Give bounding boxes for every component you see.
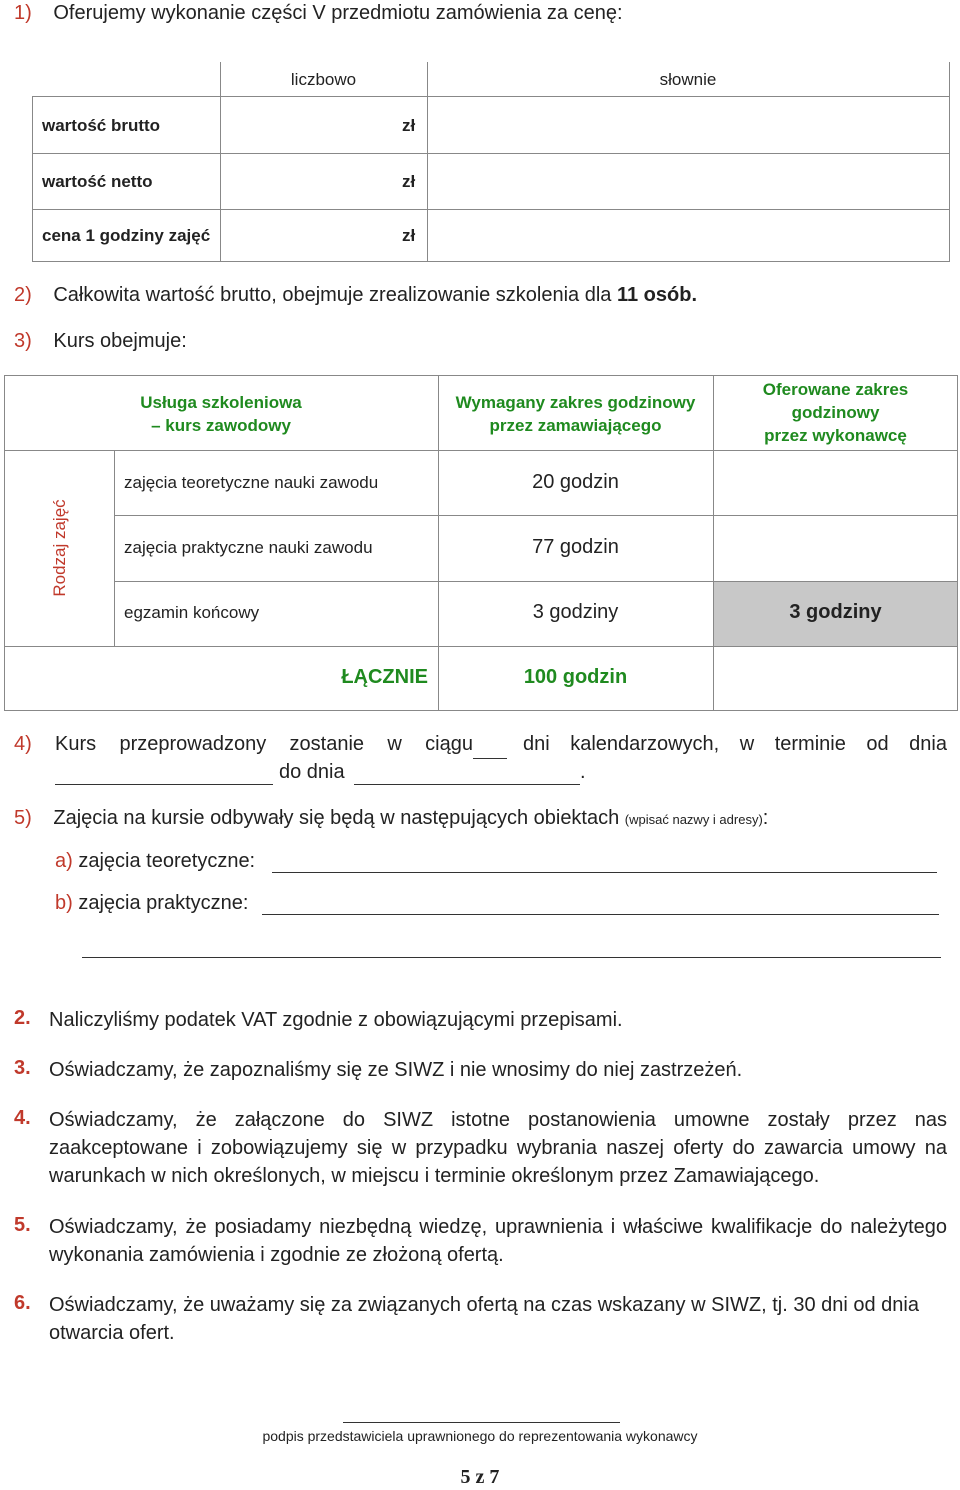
item-4-part1: Kurs przeprowadzony zostanie w ciągu <box>55 733 473 755</box>
item-5-text: Zajęcia na kursie odbywały się będą w następujących obiektach <box>53 807 625 829</box>
row-label-cena: cena 1 godziny zajęć <box>42 226 211 245</box>
row-unit-netto: zł <box>402 172 416 191</box>
item-5 <box>14 807 768 830</box>
item-5a-text: zajęcia teoretyczne: <box>78 850 256 872</box>
item-2-bold: 11 osób. <box>616 284 697 306</box>
header-service: Usługa szkoleniowa – kurs zawodowy <box>140 393 302 435</box>
item-1-number: 1) <box>14 2 32 24</box>
date-to-blank[interactable] <box>354 784 580 785</box>
s2-number: 2. <box>14 1007 31 1029</box>
item-5b-text: zajęcia praktyczne: <box>78 892 249 914</box>
s4-number: 4. <box>14 1107 31 1129</box>
practice-location-blank-2[interactable] <box>82 957 941 958</box>
item-2 <box>14 284 697 307</box>
header-required: Wymagany zakres godzinowy przez zamawiającego <box>455 393 696 435</box>
row-name-egzamin: egzamin końcowy <box>124 603 260 622</box>
row-name-praktyczne: zajęcia praktyczne nauki zawodu <box>124 538 373 557</box>
row-label-netto: wartość netto <box>42 172 153 191</box>
row-offered-egzamin: 3 godziny <box>789 601 882 623</box>
total-label: ŁĄCZNIE <box>341 666 428 688</box>
item-2-number: 2) <box>14 284 32 306</box>
item-5-number: 5) <box>14 807 32 829</box>
item-5a <box>55 850 255 873</box>
item-4-number: 4) <box>14 733 32 755</box>
item-4-part2: dni kalendarzowych, w terminie od dnia <box>523 733 947 755</box>
s3-text: Oświadczamy, że zapoznaliśmy się ze SIWZ i nie wnosimy do niej zastrzeżeń. <box>49 1059 743 1081</box>
header-offered: Oferowane zakres godzinowy przez wykonawcę <box>762 380 909 445</box>
row-required-egzamin: 3 godziny <box>532 601 619 623</box>
item-4-part4: . <box>580 761 586 783</box>
row-required-praktyczne: 77 godzin <box>532 536 619 558</box>
s3-number: 3. <box>14 1057 31 1079</box>
item-3-text: Kurs obejmuje: <box>53 330 187 352</box>
signature-caption: podpis przedstawiciela uprawnionego do reprezentowania wykonawcy <box>262 1428 698 1444</box>
course-table <box>4 375 958 711</box>
days-blank[interactable] <box>473 758 507 759</box>
item-3 <box>14 330 187 353</box>
s4-text: Oświadczamy, że załączone do SIWZ istotne postanowienia umowne zostały przez nas zaakceptowane i zobowiązujemy się w przypadku wybrania naszej oferty do zawarcia umowy na warunkach w nich określonych, w miejscu i terminie określonym przez Zamawiającego. <box>49 1109 947 1187</box>
s5-text: Oświadczamy, że posiadamy niezbędną wiedzę, uprawnienia i właściwe kwalifikacje do należytego wykonania zamówienia i zgodnie ze złożoną ofertą. <box>49 1216 947 1266</box>
item-3-number: 3) <box>14 330 32 352</box>
item-4 <box>14 733 948 761</box>
item-5-colon: : <box>762 807 769 829</box>
s5-number: 5. <box>14 1214 31 1236</box>
column-header-slownie: słownie <box>659 70 717 89</box>
row-required-teoretyczne: 20 godzin <box>532 471 619 493</box>
page-number: 5 z 7 <box>460 1466 500 1488</box>
row-name-teoretyczne: zajęcia teoretyczne nauki zawodu <box>124 473 379 492</box>
theory-location-blank[interactable] <box>272 872 937 873</box>
item-2-text: Całkowita wartość brutto, obejmuje zrealizowanie szkolenia dla <box>53 284 617 306</box>
row-unit-cena: zł <box>402 226 416 245</box>
item-5a-label: a) <box>55 850 73 872</box>
item-5b <box>55 892 248 915</box>
row-unit-brutto: zł <box>402 116 416 135</box>
practice-location-blank[interactable] <box>262 914 939 915</box>
signature-line[interactable] <box>343 1422 620 1423</box>
item-1 <box>14 0 623 26</box>
side-label-rodzaj-zajec: Rodzaj zajęć <box>50 499 69 597</box>
date-from-blank[interactable] <box>55 784 273 785</box>
row-label-brutto: wartość brutto <box>42 116 161 135</box>
s2-text: Naliczyliśmy podatek VAT zgodnie z obowiązującymi przepisami. <box>49 1009 623 1031</box>
item-5b-label: b) <box>55 892 73 914</box>
total-value: 100 godzin <box>523 666 628 688</box>
item-5-small: (wpisać nazwy i adresy) <box>624 812 763 827</box>
s6-text: Oświadczamy, że uważamy się za związanych ofertą na czas wskazany w SIWZ, tj. 30 dni od dnia otwarcia ofert. <box>49 1294 919 1344</box>
item-4-part3: do dnia <box>279 761 345 783</box>
column-header-liczbowo: liczbowo <box>290 70 357 89</box>
s6-number: 6. <box>14 1292 31 1314</box>
price-table <box>32 62 950 262</box>
item-1-text: Oferujemy wykonanie części V przedmiotu zamówienia za cenę: <box>53 2 623 24</box>
